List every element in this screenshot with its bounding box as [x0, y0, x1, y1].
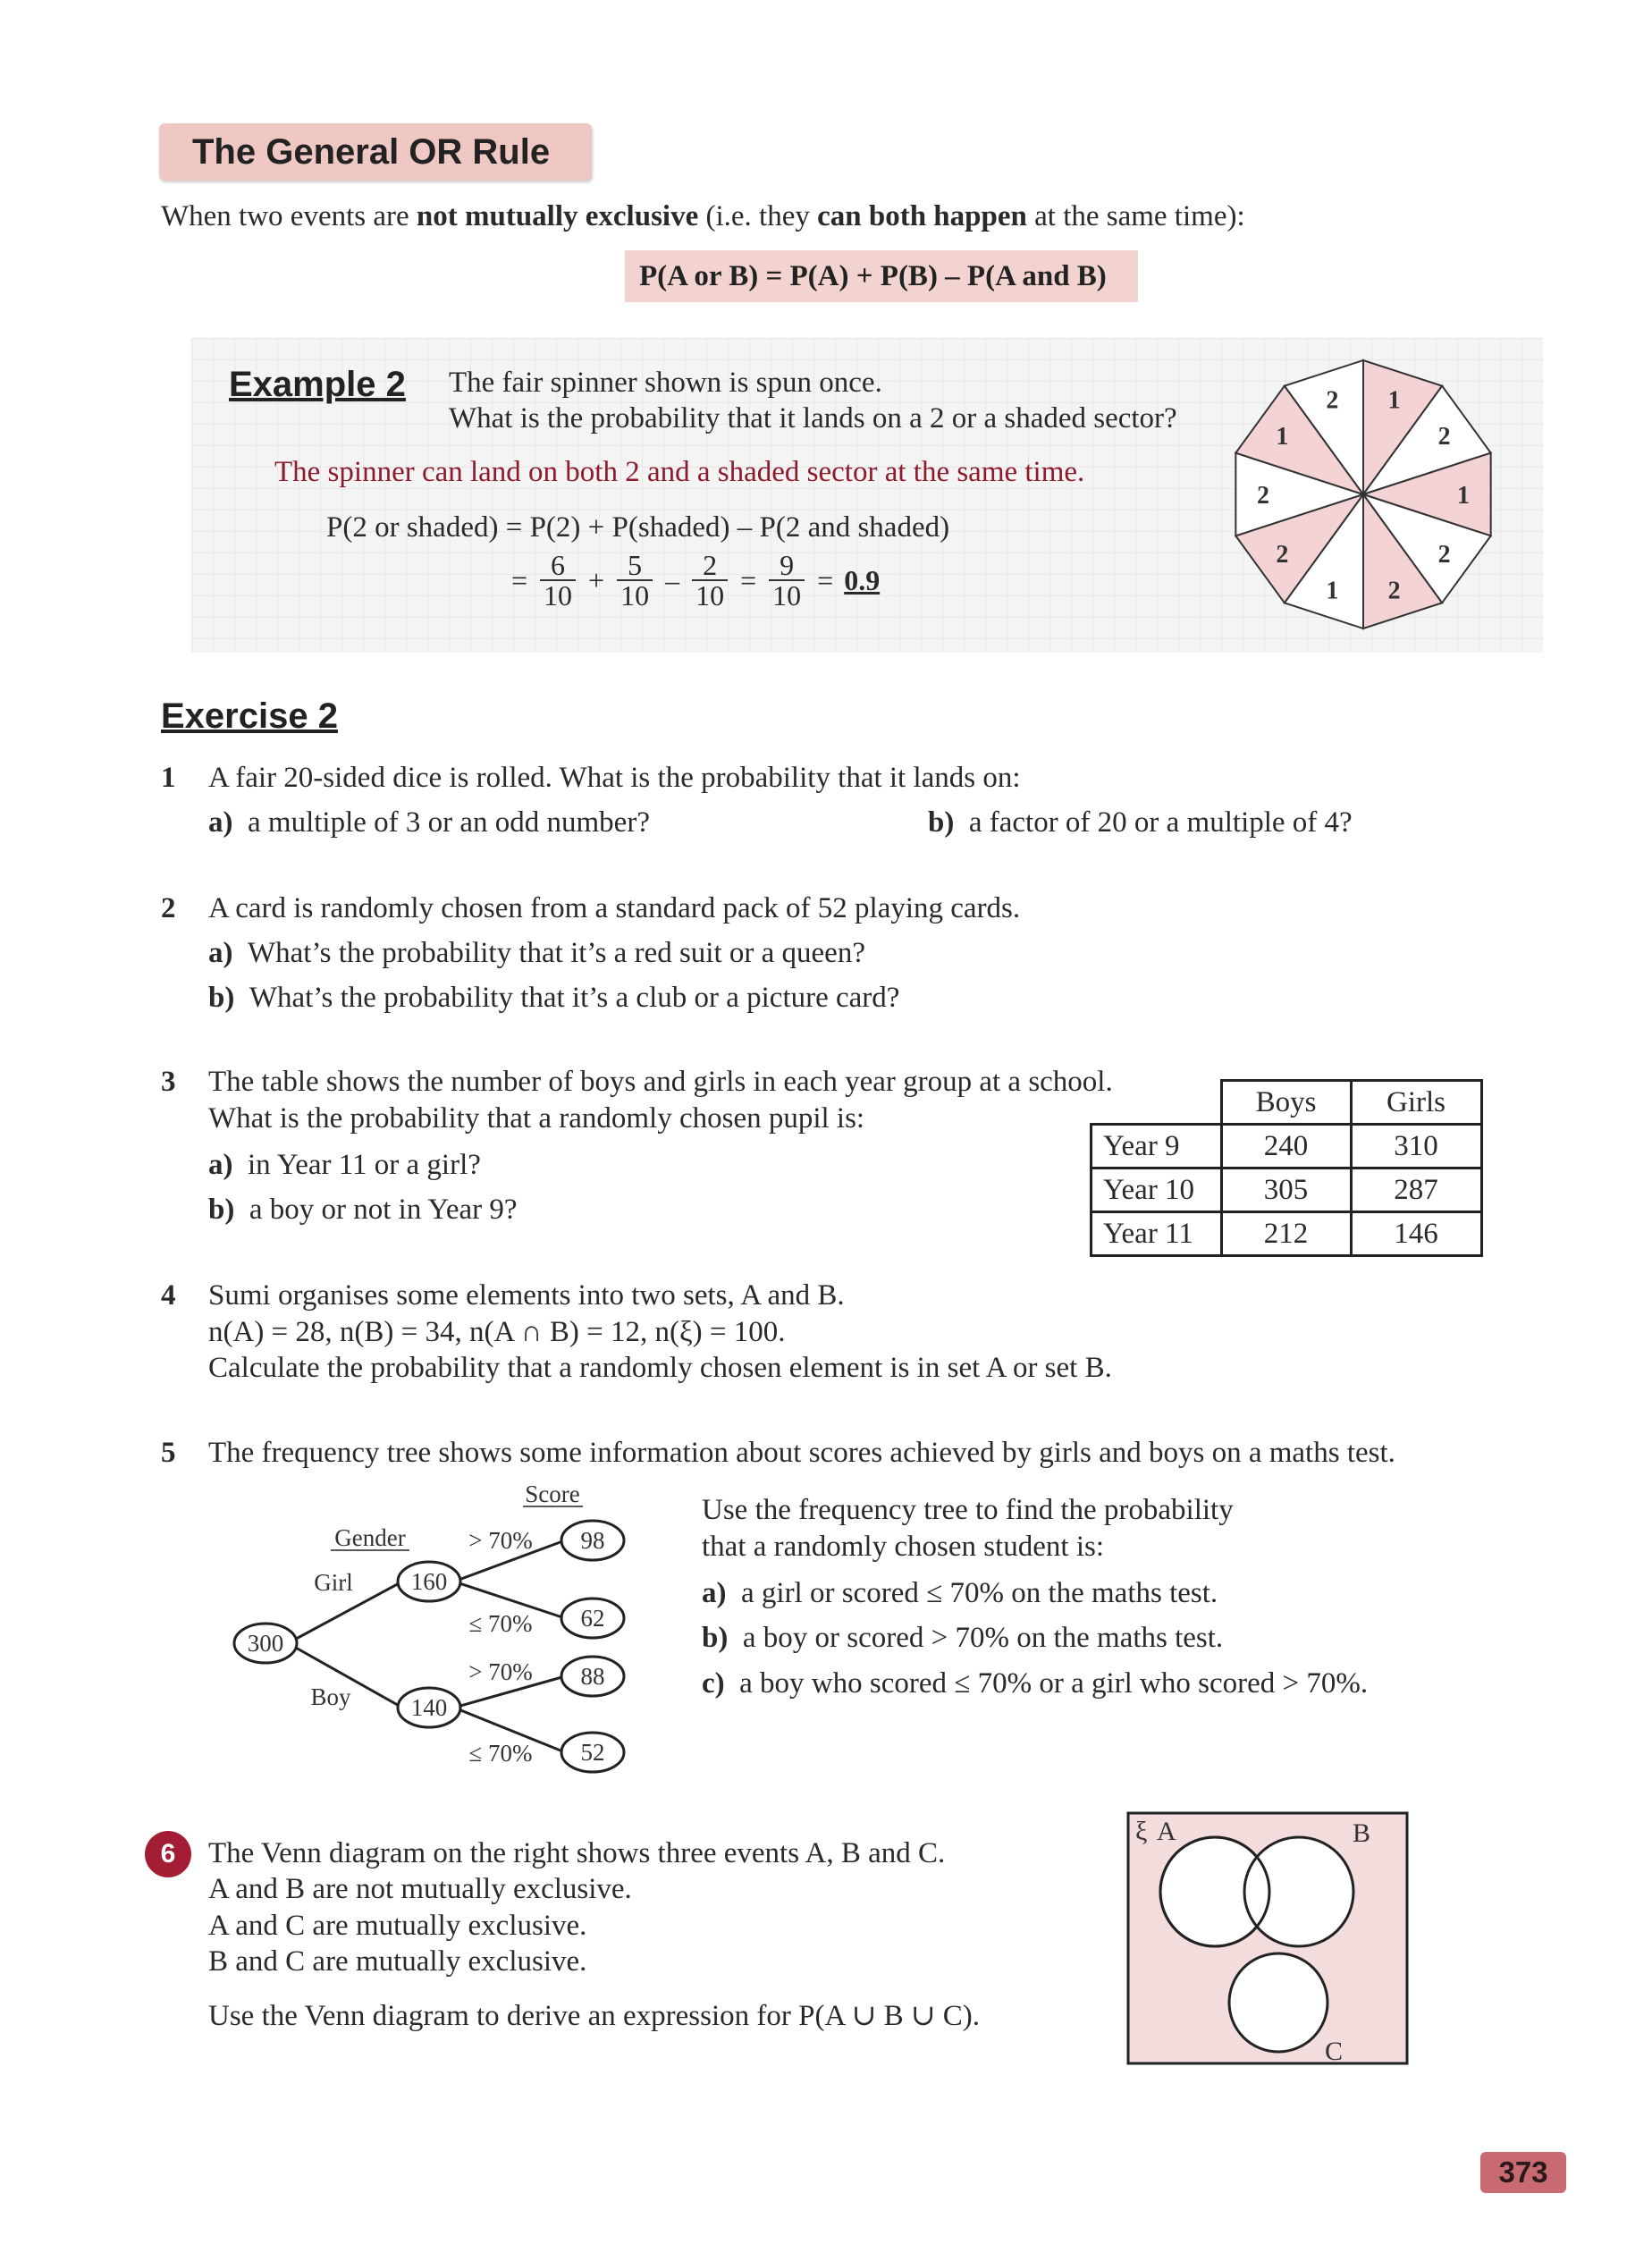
denominator: 10 [620, 579, 650, 612]
section-title: The General OR Rule [192, 132, 551, 172]
q5-instr-line2: that a randomly chosen student is: [702, 1531, 1104, 1563]
part-label: a) [208, 937, 233, 969]
page-number: 373 [1498, 2155, 1548, 2189]
intro-bold: can both happen [817, 200, 1027, 232]
girl-total: 160 [410, 1568, 448, 1595]
numerator: 6 [540, 551, 576, 581]
question-number: 3 [161, 1066, 176, 1098]
spinner-sector-label: 2 [1437, 540, 1451, 569]
table-header: Girls [1351, 1081, 1481, 1125]
part-label: a) [208, 1149, 233, 1181]
table-corner [1092, 1081, 1222, 1125]
girl-label: Girl [314, 1569, 353, 1596]
minus-sign: – [665, 563, 680, 596]
equals-sign: = [817, 563, 834, 596]
table-header: Boys [1221, 1081, 1351, 1125]
numerator: 9 [769, 551, 805, 581]
label-a: A [1157, 1817, 1176, 1846]
q6-line3: A and C are mutually exclusive. [208, 1910, 587, 1942]
denominator: 10 [544, 579, 573, 612]
q5-instr-line1: Use the frequency tree to find the probability [702, 1494, 1234, 1526]
table-cell: 146 [1351, 1212, 1481, 1256]
set-b-circle [1244, 1837, 1353, 1946]
question-number: 5 [161, 1437, 176, 1469]
table-row [1092, 1168, 1482, 1212]
equals-sign: = [740, 563, 757, 596]
part-text: a boy or not in Year 9? [249, 1194, 518, 1226]
numerator: 2 [692, 551, 728, 581]
spinner-sector-label: 2 [1437, 423, 1451, 451]
spinner-sector-label: 2 [1387, 577, 1401, 605]
q6-line1: The Venn diagram on the right shows three events A, B and C. [208, 1837, 946, 1869]
table-cell: 287 [1351, 1168, 1481, 1212]
girl-low-label: ≤ 70% [468, 1610, 533, 1637]
score-heading: Score [525, 1481, 580, 1507]
q5-part-a [702, 1575, 1218, 1611]
equals-sign: = [511, 563, 528, 596]
boy-total: 140 [410, 1694, 448, 1721]
boy-low-value: 52 [580, 1739, 605, 1766]
boy-low-label: ≤ 70% [468, 1740, 533, 1767]
part-text: a boy who scored ≤ 70% or a girl who scored > 70%. [739, 1667, 1369, 1700]
table-cell: 305 [1221, 1168, 1351, 1212]
part-text: a girl or scored ≤ 70% on the maths test. [741, 1577, 1218, 1609]
exercise-title: Exercise 2 [161, 696, 338, 736]
challenge-question-badge: 6 [145, 1831, 191, 1877]
spinner-sectors [1235, 360, 1490, 628]
universal-symbol: ξ [1135, 1817, 1148, 1846]
root-value: 300 [247, 1630, 284, 1657]
q3-line2: What is the probability that a randomly chosen pupil is: [208, 1102, 865, 1135]
spinner-sector-label: 2 [1326, 386, 1339, 415]
q1-part-a [208, 805, 650, 840]
q4-line2: n(A) = 28, n(B) = 34, n(A ∩ B) = 12, n(ξ) = 100. [208, 1316, 786, 1348]
q3-part-a [208, 1147, 481, 1183]
example-note: The spinner can land on both 2 and a shaded sector at the same time. [274, 456, 1085, 488]
girl-low-value: 62 [580, 1605, 605, 1632]
q2-part-a [208, 935, 865, 971]
intro-text [161, 198, 1245, 234]
part-label: b) [208, 1194, 235, 1226]
plus-sign: + [588, 563, 605, 596]
venn-diagram [1126, 1811, 1411, 2067]
table-cell: 310 [1351, 1125, 1481, 1168]
q4-line3: Calculate the probability that a randomly chosen element is in set A or set B. [208, 1352, 1112, 1384]
part-label: a) [208, 806, 233, 839]
label-c: C [1325, 2037, 1344, 2066]
table-cell: 240 [1221, 1125, 1351, 1168]
spinner-sector-label: 1 [1326, 577, 1339, 605]
table-row [1092, 1212, 1482, 1256]
part-text: in Year 11 or a girl? [248, 1149, 481, 1181]
boy-high-value: 88 [580, 1663, 605, 1690]
intro-part: When two events are [161, 200, 417, 232]
fraction [540, 551, 576, 610]
denominator: 10 [695, 579, 725, 612]
q1-text: A fair 20-sided dice is rolled. What is the probability that it lands on: [208, 762, 1021, 794]
part-label: a) [702, 1577, 727, 1609]
part-text: What’s the probability that it’s a red suit or a queen? [248, 937, 865, 969]
q3-line1: The table shows the number of boys and girls in each year group at a school. [208, 1066, 1113, 1098]
q6-line2: A and B are not mutually exclusive. [208, 1873, 632, 1905]
intro-part: (i.e. they [698, 200, 818, 232]
q6-line5: Use the Venn diagram to derive an expression for P(A ∪ B ∪ C). [208, 2000, 981, 2032]
row-label: Year 10 [1092, 1168, 1222, 1212]
spinner-sector-label: 2 [1276, 540, 1289, 569]
intro-part: at the same time): [1026, 200, 1245, 232]
spinner-sector-label: 2 [1257, 482, 1269, 510]
q6-line4: B and C are mutually exclusive. [208, 1945, 587, 1978]
boy-high-label: > 70% [468, 1658, 533, 1685]
spinner-sector-label: 1 [1276, 423, 1289, 451]
fraction [617, 551, 653, 610]
q4-line1: Sumi organises some elements into two sets, A and B. [208, 1279, 845, 1312]
fraction [769, 551, 805, 610]
spinner-diagram [1225, 356, 1502, 633]
intro-bold: not mutually exclusive [416, 200, 699, 232]
q5-part-b [702, 1620, 1223, 1656]
numerator: 5 [617, 551, 653, 581]
part-text: a multiple of 3 or an odd number? [248, 806, 650, 839]
example-title: Example 2 [229, 365, 406, 404]
table-row [1092, 1125, 1482, 1168]
set-c-circle [1229, 1953, 1328, 2052]
example-working-line2 [508, 551, 883, 610]
question-number: 1 [161, 762, 176, 794]
row-label: Year 11 [1092, 1212, 1222, 1256]
year-group-table [1090, 1079, 1483, 1257]
row-label: Year 9 [1092, 1125, 1222, 1168]
part-label: b) [208, 982, 235, 1014]
general-or-formula: P(A or B) = P(A) + P(B) – P(A and B) [639, 260, 1107, 292]
spinner-sector-label: 1 [1387, 386, 1401, 415]
fraction [692, 551, 728, 610]
denominator: 10 [772, 579, 802, 612]
part-text: What’s the probability that it’s a club or a picture card? [249, 982, 900, 1014]
part-text: a boy or scored > 70% on the maths test. [742, 1622, 1224, 1654]
q5-text: The frequency tree shows some information about scores achieved by girls and boys on a maths test. [208, 1437, 1395, 1469]
girl-high-label: > 70% [468, 1527, 533, 1554]
part-label: b) [928, 806, 955, 839]
q2-text: A card is randomly chosen from a standard pack of 52 playing cards. [208, 892, 1021, 924]
q3-part-b [208, 1192, 518, 1227]
part-label: b) [702, 1622, 729, 1654]
girl-high-value: 98 [580, 1527, 605, 1554]
q5-part-c [702, 1666, 1368, 1701]
gender-heading: Gender [334, 1524, 406, 1551]
question-number: 2 [161, 892, 176, 924]
example-working-line1: P(2 or shaded) = P(2) + P(shaded) – P(2 and shaded) [326, 511, 950, 544]
table-header-row [1092, 1081, 1482, 1125]
table-cell: 212 [1221, 1212, 1351, 1256]
label-b: B [1353, 1818, 1371, 1848]
example-question-line2: What is the probability that it lands on a 2 or a shaded sector? [449, 402, 1177, 434]
part-label: c) [702, 1667, 725, 1700]
example-question-line1: The fair spinner shown is spun once. [449, 367, 882, 399]
q2-part-b [208, 980, 899, 1016]
frequency-tree [223, 1475, 644, 1788]
part-text: a factor of 20 or a multiple of 4? [968, 806, 1353, 839]
boy-label: Boy [310, 1683, 351, 1710]
q1-part-b [928, 805, 1353, 840]
example-answer: 0.9 [844, 563, 881, 596]
question-number: 4 [161, 1279, 176, 1312]
spinner-sector-label: 1 [1457, 482, 1470, 510]
